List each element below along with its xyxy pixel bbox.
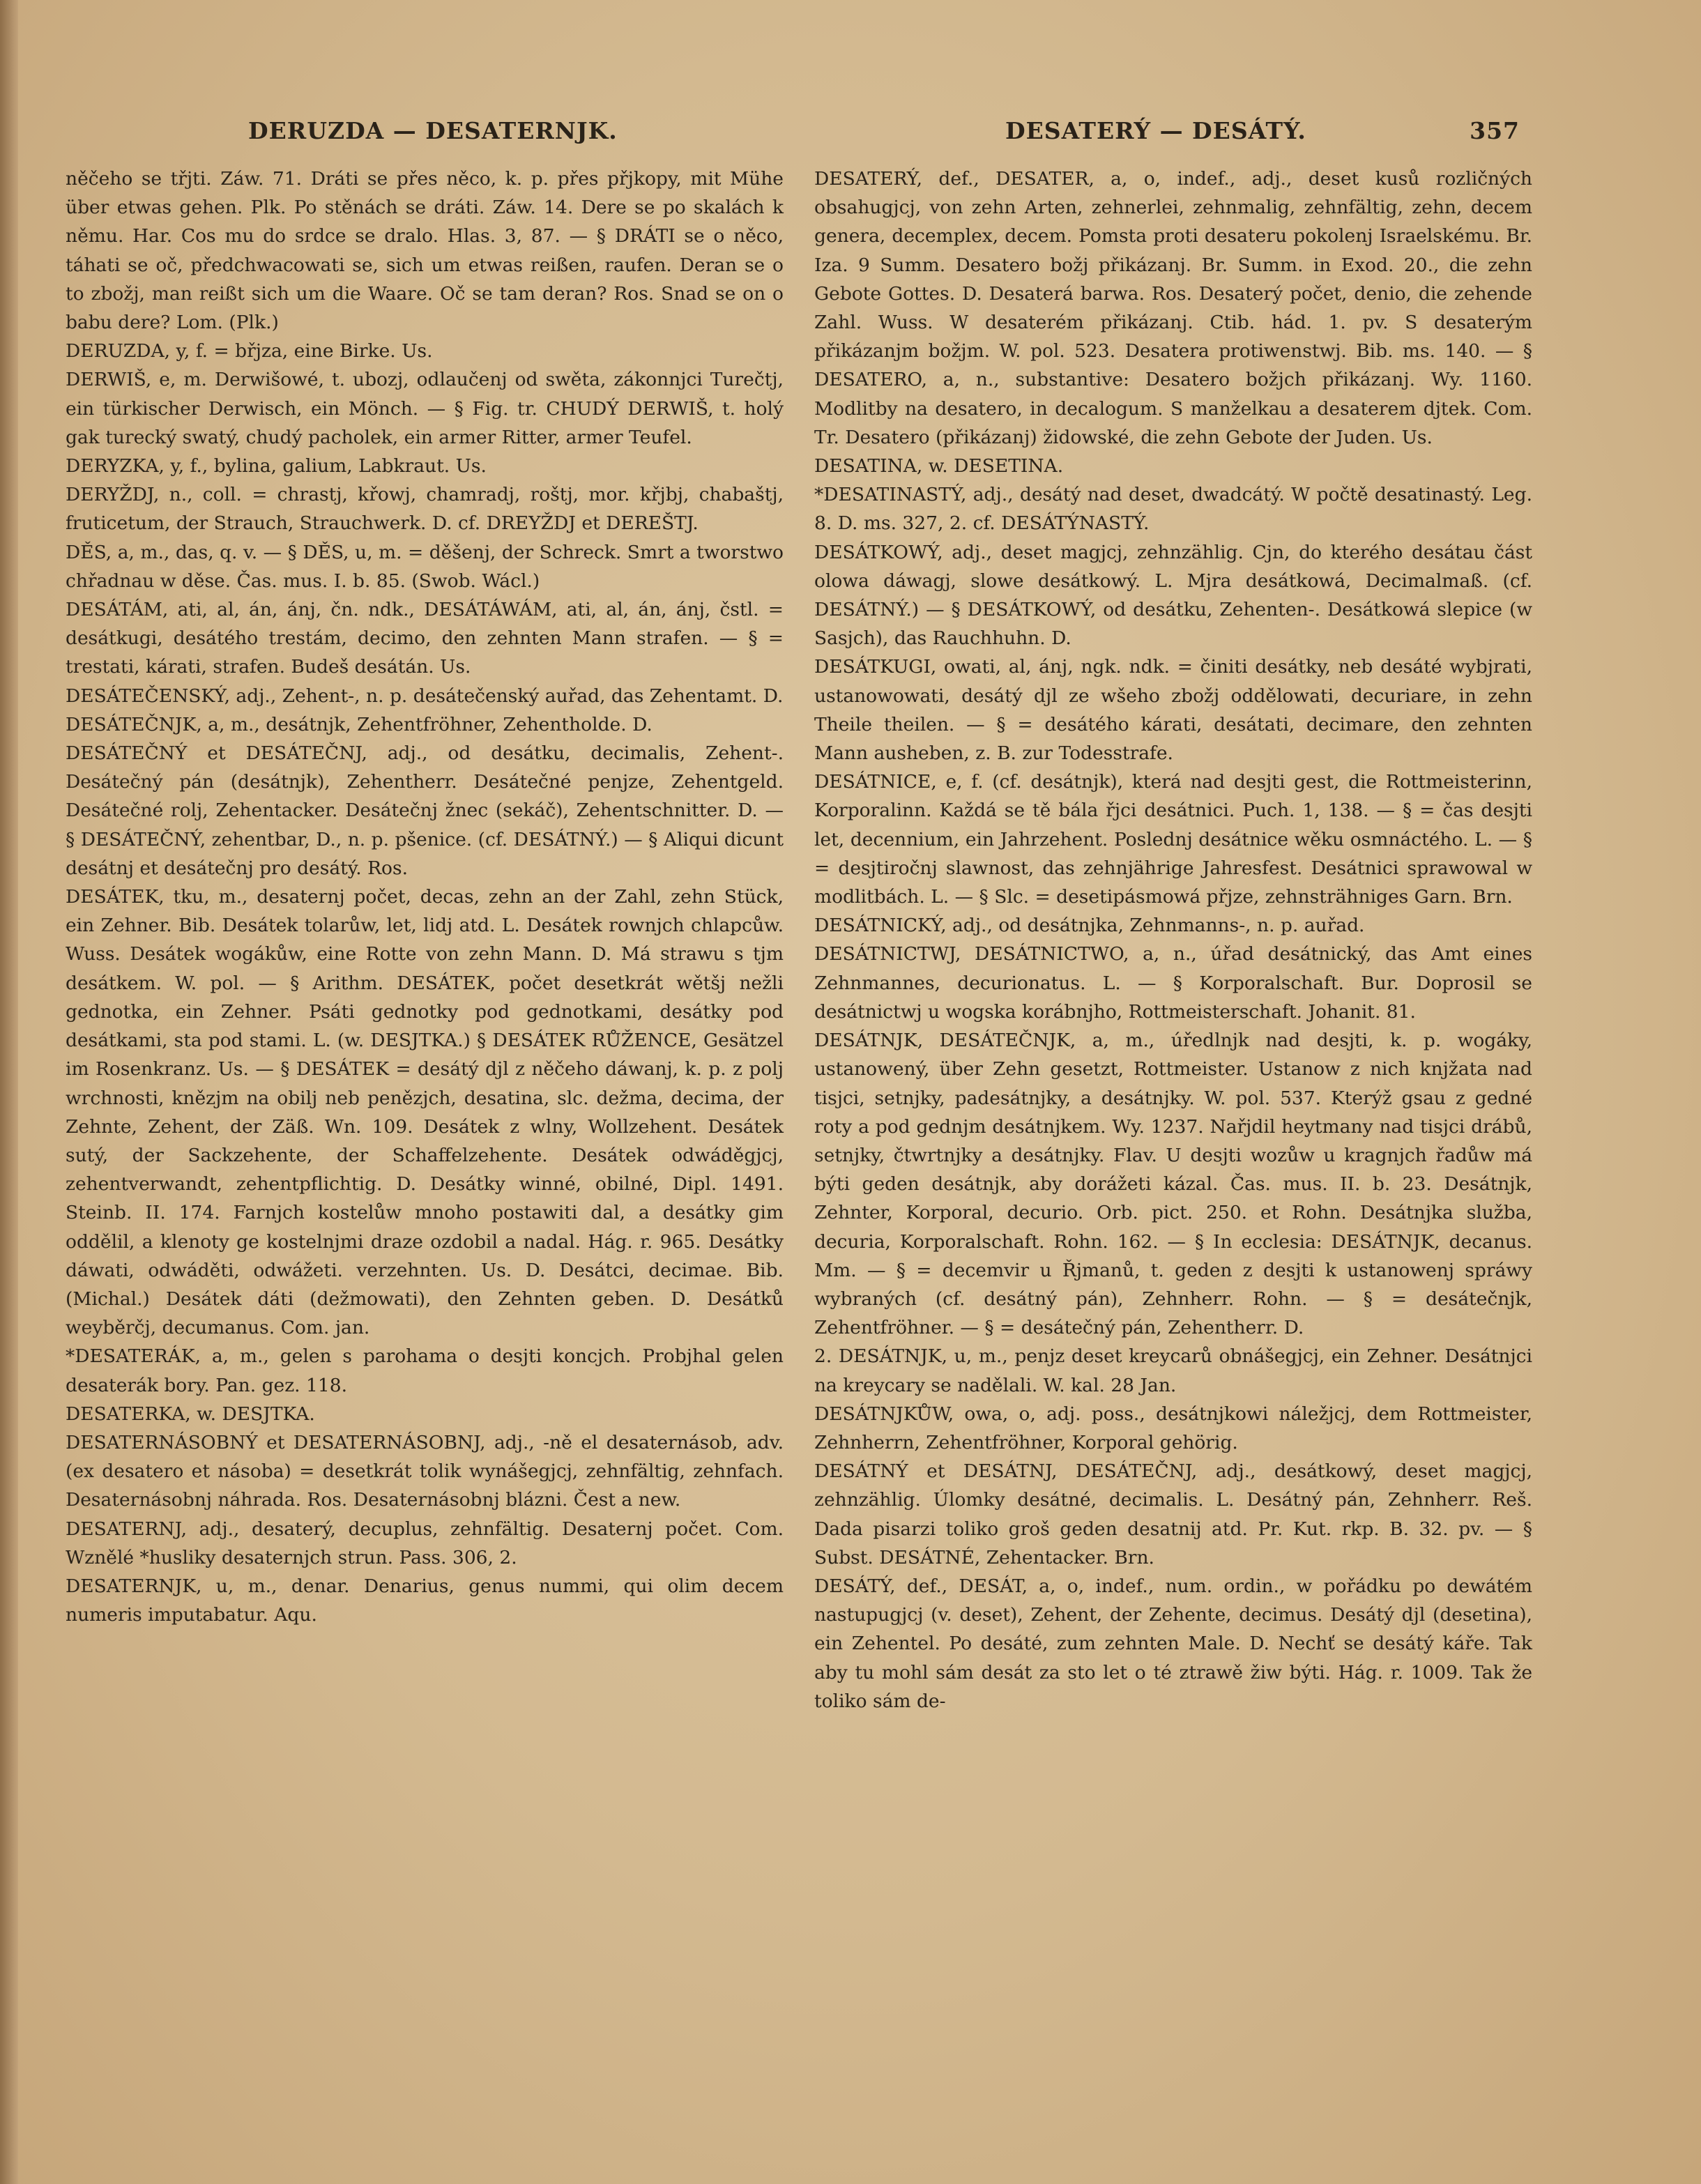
entry-desatina: DESATINA, w. DESETINA. (814, 455, 1064, 478)
left-column (66, 165, 784, 1629)
entry-desatek: DESÁTEK, tku, m., desaternj počet, decas, zehn an der Zahl, zehn Stück, ein Zehner. Bib. Desátek tolarůw, let, lidj atd. L. Desátek rownjch chlapcůw. Wuss. Desátek wogákůw, eine Rotte von zehn Mann. D. Má strawu s tjm desátkem. W. pol. — § Arithm. DESÁTEK, počet desetkrát wětšj nežli gednotka, ein Zehner. Psáti gednotky pod gednotkami, desátky pod desátkami, sta pod stami. L. (w. DESJTKA.) § DESÁTEK RŮŽENCE, Gesätzel im Rosenkranz. Us. — § DESÁTEK = desátý djl z něčeho dáwanj, k. p. z polj wrchnosti, knězjm na obilj neb penězjch, desatina, slc. dežma, decima, der Zehnte, Zehent, der Zäß. Wn. 109. Desátek z wlny, Wollzehent. Desátek sutý, der Sackzehente, der Schaffelzehente. Desátek odwáděgjcj, zehentverwandt, zehentpflichtig. D. Desátky winné, obilné, Dipl. 1491. Steinb. II. 174. Farnjch kostelůw mnoho postawiti dal, a desátky gim oddělil, a klenoty ge kostelnjmi draze ozdobil a nadal. Hág. r. 965. Desátky dáwati, odwáděti, odwážeti. verzehnten. Us. D. Desátci, decimae. Bib. (Michal.) Desátek dáti (dežmowati), den Zehnten geben. D. Desátků weyběrčj, decumanus. Com. jan. (66, 886, 784, 1339)
entry-desaty: DESÁTÝ, def., DESÁT, a, o, indef., num. ordin., w pořádku po dewátém nastupugjcj (v. deset), Zehent, der Zehente, decimus. Desátý djl (desetina), ein Zehentel. Po desáté, zum zehnten Male. D. Nechť se desátý káře. Tak aby tu mohl sám desát za sto let o té ztrawě žiw býti. Hág. r. 1009. Tak že toliko sám de- (814, 1575, 1532, 1712)
entry-desatecnjk: DESÁTEČNJK, a, m., desátnjk, Zehentfröhner, Zehentholde. D. (66, 713, 653, 735)
entry-desaternjk: DESATERNJK, u, m., denar. Denarius, genus nummi, qui olim decem numeris imputabatur. Aqu. (66, 1575, 784, 1626)
entry-desatnjk: DESÁTNJK, DESÁTEČNJK, a, m., úředlnjk nad desjti, k. p. wogáky, ustanowený, über Zehn gesetzt, Rottmeister. Ustanow z nich knjžata nad tisjci, setnjky, padesátnjky, a desátnjky. W. pol. 537. Kterýž gsau z gedné roty a pod gednjm desátnjkem. Wy. 1237. Nařjdil heytmany nad tisjci drábů, setnjky, čtwrtnjky a desátnjky. Flav. U desjti wozůw u kragnjch řadůw má býti geden desátnjk, aby dorážeti kázal. Čas. mus. II. b. 23. Desátnjk, Zehnter, Korporal, decurio. Orb. pict. 250. et Rohn. Desátnjka služba, decuria, Korporalschaft. Rohn. 162. — § In ecclesia: DESÁTNJK, decanus. Mm. — § = decemvir u Řjmanů, t. geden z desjti k ustanowenj spráwy wybraných (cf. desátný pán), Zehnherr. Rohn. — § = desátečnjk, Zehentfröhner. — § = desátečný pán, Zehentherr. D. (814, 1030, 1532, 1339)
entry-desaternasobny: DESATERNÁSOBNÝ et DESATERNÁSOBNJ, adj., -ně el desaternásob, adv. (ex desatero et násoba) = desetkrát tolik wynášegjcj, zehnfältig, zehnfach. Desaternásobnj náhrada. Ros. Desaternásobnj blázni. Čest a new. (66, 1431, 784, 1511)
entry-derwis: DERWIŠ, e, m. Derwišowé, t. ubozj, odlaučenj od swěta, zákonnjci Turečtj, ein türkischer Derwisch, ein Mönch. — § Fig. tr. CHUDÝ DERWIŠ, t. holý gak turecký swatý, chudý pacholek, ein armer Ritter, armer Teufel. (66, 369, 784, 448)
entry-desatinasty: *DESATINASTÝ, adj., desátý nad deset, dwadcátý. W počtě desatinastý. Leg. 8. D. ms. 327, 2. cf. DESÁTÝNASTÝ. (814, 484, 1532, 535)
running-header-right: DESATERÝ — DESÁTÝ. (1005, 117, 1306, 144)
entry-desatny: DESÁTNÝ et DESÁTNJ, DESÁTEČNJ, adj., desátkowý, deset magjcj, zehnzählig. Úlomky desátné, decimalis. L. Desátný pán, Zehnherr. Reš. Dada pisarzi toliko groš geden desatnij atd. Pr. Kut. rkp. B. 32. pv. — § Subst. DESÁTNÉ, Zehentacker. Brn. (814, 1460, 1532, 1568)
entry-continuation-drati: něčeho se třjti. Záw. 71. Dráti se přes něco, k. p. přes přjkopy, mit Mühe über etwas gehen. Plk. Po stěnách se dráti. Záw. 14. Dere se po skalách k němu. Har. Cos mu do srdce se dralo. Hlas. 3, 87. — § DRÁTI se o něco, táhati se oč, předchwacowati se, sich um etwas reißen, raufen. Deran se o to zbožj, man reißt sich um die Waare. Oč se tam deran? Ros. Snad se on o babu dere? Lom. (Plk.) (66, 168, 784, 334)
entry-desatnicky: DESÁTNICKÝ, adj., od desátnjka, Zehnmanns-, n. p. auřad. (814, 915, 1365, 937)
entry-desaternj: DESATERNJ, adj., desaterý, decuplus, zehnfältig. Desaternj počet. Com. Wznělé *husliky desaternjch strun. Pass. 306, 2. (66, 1518, 784, 1568)
entry-desaterka: DESATERKA, w. DESJTKA. (66, 1403, 315, 1425)
entry-desatnjkuw: DESÁTNJKŮW, owa, o, adj. poss., desátnjkowi náležjcj, dem Rottmeister, Zehnherrn, Zehentfröhner, Korporal gehörig. (814, 1403, 1532, 1453)
entry-deryzdj: DERYŽDJ, n., coll. = chrastj, křowj, chamradj, roštj, mor. křjbj, chabaštj, fruticetum, der Strauch, Strauchwerk. D. cf. DREYŽDJ et DEREŠTJ. (66, 484, 784, 535)
entry-desatnjk-2: 2. DESÁTNJK, u, m., penjz deset kreycarů obnášegjcj, ein Zehner. Desátnjci na kreycary se nadělali. W. kal. 28 Jan. (814, 1345, 1532, 1396)
entry-desatnice: DESÁTNICE, e, f. (cf. desátnjk), která nad desjti gest, die Rottmeisterinn, Korporalinn. Každá se tě bála řjci desátnici. Puch. 1, 138. — § = čas desjti let, decennium, ein Jahrzehent. Poslednj desátnice wěku osmnáctého. L. — § = desjtiročnj slawnost, das zehnjährige Jahresfest. Desátnici sprawowal w modlitbách. L. — § Slc. = desetipásmowá přjze, zehnsträhniges Garn. Brn. (814, 771, 1532, 908)
entry-deryzka: DERYZKA, y, f., bylina, galium, Labkraut. Us. (66, 455, 487, 478)
book-spine-shadow (0, 0, 18, 2184)
entry-desatkowy: DESÁTKOWÝ, adj., deset magjcj, zehnzählig. Cjn, do kterého desátau část olowa dáwagj, slowe desátkowý. L. Mjra desátkowá, Decimalmaß. (cf. DESÁTNÝ.) — § DESÁTKOWÝ, od desátku, Zehenten-. Desátkowá slepice (w Sasjch), das Rauchhuhn. D. (814, 541, 1532, 650)
entry-desatnictwj: DESÁTNICTWJ, DESÁTNICTWO, a, n., úřad desátnický, das Amt eines Zehnmannes, decurionatus. L. — § Korporalschaft. Bur. Doprosil se desátnictwj u wogska korábnjho, Rottmeisterschaft. Johanit. 81. (814, 943, 1532, 1023)
entry-desatecny: DESÁTEČNÝ et DESÁTEČNJ, adj., od desátku, decimalis, Zehent-. Desátečný pán (desátnjk), Zehentherr. Desátečné penjze, Zehentgeld. Desátečné rolj, Zehentacker. Desátečnj žnec (sekáč), Zehentschnitter. D. — § DESÁTEČNÝ, zehentbar, D., n. p. pšenice. (cf. DESÁTNÝ.) — § Aliqui dicunt desátnj et desátečnj pro desátý. Ros. (66, 742, 784, 879)
entry-deruzda: DERUZDA, y, f. = břjza, eine Birke. Us. (66, 340, 433, 362)
right-column (814, 165, 1532, 1716)
entry-desatery: DESATERÝ, def., DESATER, a, o, indef., adj., deset kusů rozličných obsahugjcj, von zehn Arten, zehnerlei, zehnmalig, zehnfältig, zehn, decem genera, decemplex, decem. Pomsta proti desateru pokolenj Israelskému. Br. Iza. 9 Summ. Desatero božj přikázanj. Br. Summ. in Exod. 20., die zehn Gebote Gottes. D. Desaterá barwa. Ros. Desaterý počet, denio, die zehende Zahl. Wuss. W desaterém přikázanj. Ctib. hád. 1. pv. S desaterým přikázanjm božjm. W. pol. 523. Desatera protiwenstwj. Bib. ms. 140. — § DESATERO, a, n., substantive: Desatero božjch přikázanj. Wy. 1160. Modlitby na desatero, in decalogum. S manželkau a desaterem djtek. Com. Tr. Desatero (přikázanj) židowské, die zehn Gebote der Juden. Us. (814, 168, 1532, 448)
entry-desatam: DESÁTÁM, ati, al, án, ánj, čn. ndk., DESÁTÁWÁM, ati, al, án, ánj, čstl. = desátkugi, desátého trestám, decimo, den zehnten Mann strafen. — § = trestati, kárati, strafen. Budeš desátán. Us. (66, 599, 784, 678)
entry-desaterak: *DESATERÁK, a, m., gelen s parohama o desjti koncjch. Probjhal gelen desaterák bory. Pan. gez. 118. (66, 1345, 784, 1396)
entry-desatkugi: DESÁTKUGI, owati, al, ánj, ngk. ndk. = činiti desátky, neb desáté wybjrati, ustanowowati, desátý djl ze wšeho zbožj oddělowati, decuriare, in zehn Theile theilen. — § = desátého kárati, desátati, decimare, den zehnten Mann ausheben, z. B. zur Todesstrafe. (814, 656, 1532, 765)
entry-desatecensky: DESÁTEČENSKÝ, adj., Zehent-, n. p. desátečenský auřad, das Zehentamt. D. (66, 685, 784, 707)
entry-des: DĚS, a, m., das, q. v. — § DĚS, u, m. = děšenj, der Schreck. Smrt a tworstwo chřadnau w děse. Čas. mus. I. b. 85. (Swob. Wácl.) (66, 541, 784, 592)
page-number: 357 (1470, 117, 1520, 144)
running-header-left: DERUZDA — DESATERNJK. (248, 117, 618, 144)
